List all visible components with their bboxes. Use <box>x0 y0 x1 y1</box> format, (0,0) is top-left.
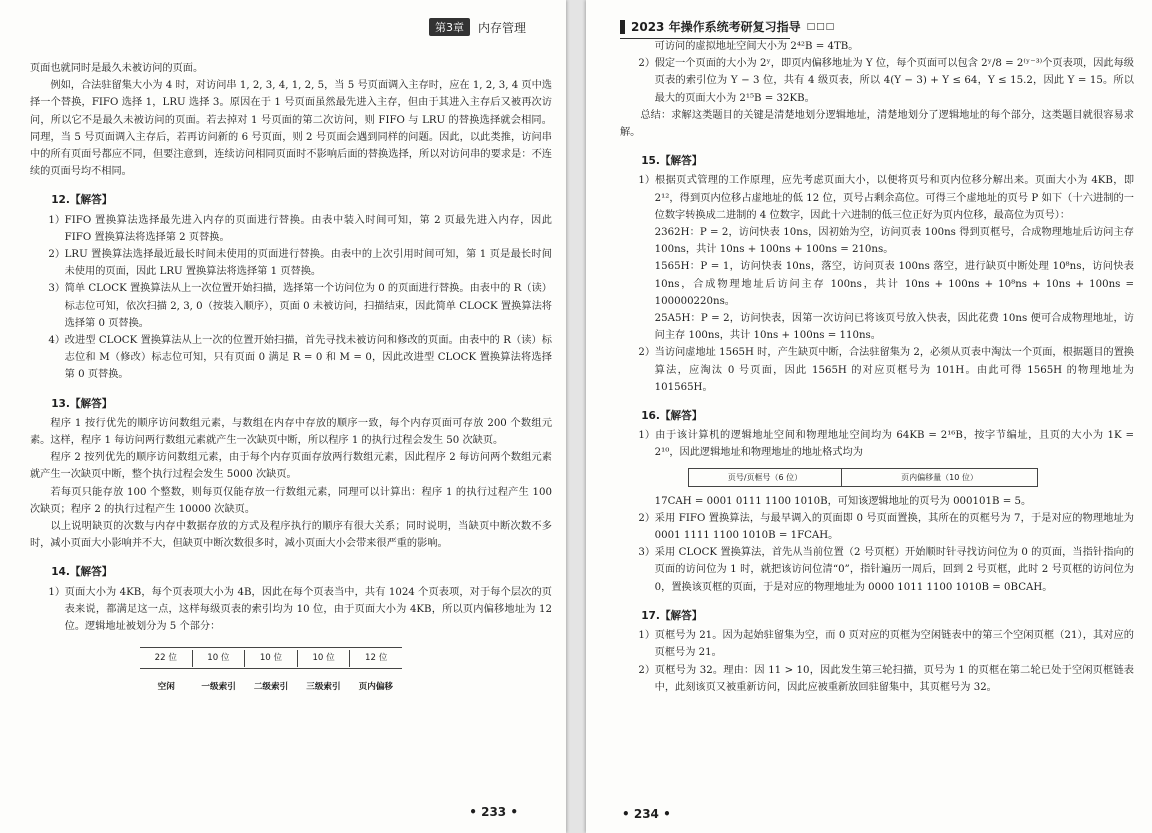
label-level2: 二级索引 <box>253 682 289 693</box>
q13-paragraph-1: 程序 1 按行优先的顺序访问数组元素，与数组在内存中存放的顺序一致，每个内存页面可存放 200 个数组元素。这样，程序 1 每访问两行数组元素就产生一次缺页中断，所以程序 1 的执行过程会发生 50 次缺页。 <box>30 417 552 447</box>
q17-item-1: 1）页框号为 21。因为起始驻留集为空，而 0 页对应的页框为空闲链表中的第三个空闲页框（21），其对应的页框号为 21。 <box>638 630 1134 659</box>
q16-run-17cah: 17CAH = 0001 0111 1100 1010B，可知该逻辑地址的页号为 000101B = 5。 <box>654 495 1032 507</box>
label-free: 空闲 <box>157 682 175 693</box>
right-page-content <box>620 38 1134 696</box>
q14-item-2: 2）假定一个页面的大小为 2ʸ，即页内偏移地址为 Y 位，每个页面可以包含 2ʸ/8 = 2⁽ʸ⁻³⁾个页表项，因此每级页表的索引位为 Y − 3 位，共有 4 级页表，所以 4(Y − 3) + Y ≤ 64，Y ≤ 15.2，因此 Y = 15。所以最大的页面大小为 2¹⁵B = 32KB。 <box>638 58 1134 104</box>
format-page-offset: 页内偏移量（10 位） <box>901 472 978 482</box>
chapter-title: 内存管理 <box>477 20 526 35</box>
q12-item-3: 3）简单 CLOCK 置换算法从上一次位置开始扫描，选择第一个访问位为 0 的页面进行替换。由表中的 R（读）标志位可知，依次扫描 2, 3, 0（按装入顺序），页面 0 未被访问，扫描结束，因此简单 CLOCK 置换算法将选择第 0 页替换。 <box>48 283 552 329</box>
q16-item-2: 2）采用 FIFO 置换算法，与最早调入的页面即 0 号页面置换，其所在的页框号为 7，于是对应的物理地址为 0001 1111 1100 1010B = 1FCAH。 <box>638 512 1134 542</box>
q13-paragraph-3: 若每页只能存放 100 个整数，则每页仅能存放一行数组元素，同理可以计算出：程序 1 的执行过程产生 100 次缺页；程序 2 的执行过程产生 10000 次缺页。 <box>30 486 552 515</box>
header-dots: □□□ <box>806 21 836 32</box>
q17-item-2: 2）页框号为 32。理由：因 11 > 10，因此发生第三轮扫描，页号为 1 的页框在第二轮已处于空闲页框链表中，此刻该页又被重新访问，因此应被重新放回驻留集中，其页框号为 32。 <box>638 664 1134 693</box>
logical-address-diagram <box>140 647 402 696</box>
left-page-content <box>30 60 552 697</box>
right-page-header <box>620 18 835 35</box>
bits-level1: 10 位 <box>192 650 245 667</box>
q17-heading: 17.【解答】 <box>641 609 703 622</box>
bits-level2: 10 位 <box>244 650 297 667</box>
q12-item-1: 1）FIFO 置换算法选择最先进入内存的页面进行替换。由表中装入时间可知，第 2 页最先进入内存，因此 FIFO 置换算法将选择第 2 页替换。 <box>48 214 552 243</box>
right-page <box>586 0 1152 833</box>
label-offset: 页内偏移 <box>358 682 394 693</box>
right-page-number: • 234 • <box>622 807 671 821</box>
q13-paragraph-4: 以上说明缺页的次数与内存中数据存放的方式及程序执行的顺序有很大关系；同时说明，当缺页中断次数不多时，减小页面大小影响并不大，但缺页中断次数很多时，减小页面大小会带来很严重的影响。 <box>30 521 552 550</box>
q12-item-4: 4）改进型 CLOCK 置换算法从上一次的位置开始扫描，首先寻找未被访问和修改的页面。由表中的 R（读）标志位和 M（修改）标志位可知，只有页面 0 满足 R = 0 和 M = 0，因此改进型 CLOCK 置换算法将选择第 0 页替换。 <box>48 335 552 381</box>
header-bar-icon <box>620 20 625 34</box>
q16-heading: 16.【解答】 <box>641 410 703 423</box>
intro-paragraph: 例如，合法驻留集大小为 4 时，对访问串 1, 2, 3, 4, 1, 2, 5，当 5 号页面调入主存时，应在 1, 2, 3, 4 页中选择一个替换，FIFO 选择 1，LRU 选择 3。原因在于 1 号页面虽然最先进入主存，但由于其进入主存后又被再次访问，所以它不是最久未被访问的页面。若去掉对 1 号页面的第二次访问，则 FIFO 与 LRU 的替换选择就会相同。同理，当 5 号页面调入主存后，若再访问新的 6 号页面，则 2 号页面会遇到同样的问题。因此，以此类推，访问串中的所有页面号都应不同，但要注意到，连续访问相同页面时不影响后面的替换选择，所以对访问串的要求是：不连续的页面号均不相同。 <box>30 80 552 178</box>
address-field-labels <box>140 679 402 696</box>
intro-line: 页面也就同时是最久未被访问的页面。 <box>30 63 204 74</box>
q15-item-1: 1）根据页式管理的工作原理，应先考虑页面大小，以便将页号和页内位移分解出来。页面大小为 4KB，即 2¹²，得到页内位移占虚地址的低 12 位，页号占剩余高位。可得三个虚地址的页号 P 如下（十六进制的一位数字转换成二进制的 4 位数字，因此十六进制的低三位正好为页内位移，最高位为页号）： <box>638 175 1134 221</box>
q15-run-25a5h: 25A5H：P = 2，访问快表，因第一次访问已将该页号放入快表，因此花费 10ns 便可合成物理地址，访问主存 100ns，共计 10ns + 100ns = 110ns。 <box>654 313 1134 342</box>
address-format-box <box>688 468 1038 487</box>
format-page-number: 页号/页框号（6 位） <box>689 469 842 486</box>
bits-offset: 12 位 <box>349 650 402 667</box>
q15-run-1565h: 1565H：P = 1，访问快表 10ns，落空，访问页表 100ns 落空，进行缺页中断处理 10⁸ns，访问快表 10ns，合成物理地址后访问主存 100ns，共计 10ns + 100ns + 10⁸ns + 10ns + 100ns = 100000220ns。 <box>654 261 1134 307</box>
label-level3: 三级索引 <box>306 682 341 693</box>
bits-level3: 10 位 <box>297 650 350 667</box>
q16-item-1: 1）由于该计算机的逻辑地址空间和物理地址空间均为 64KB = 2¹⁶B，按字节编址，且页的大小为 1K = 2¹⁰，因此逻辑地址和物理地址的地址格式均为 <box>638 430 1134 459</box>
q15-item-2: 2）当访问虚地址 1565H 时，产生缺页中断，合法驻留集为 2，必须从页表中淘汰一个页面，根据题目的置换算法，应淘汰 0 号页面，因此 1565H 的对应页框号为 101H。由此可得 1565H 的物理地址为 101565H。 <box>638 347 1134 393</box>
continued-line: 可访问的虚拟地址空间大小为 2⁴²B = 4TB。 <box>654 41 859 52</box>
chapter-badge: 第3章 <box>429 18 470 36</box>
bits-free: 22 位 <box>154 652 177 663</box>
left-page <box>0 0 566 833</box>
summary-paragraph: 总结：求解这类题目的关键是清楚地划分逻辑地址，清楚地划分了逻辑地址的每个部分，这类题目就很容易求解。 <box>620 109 1134 139</box>
q13-paragraph-2: 程序 2 按列优先的顺序访问数组元素，由于每个内存页面存放两行数组元素，因此程序 2 每访问两个数组元素就产生一次缺页中断，整个执行过程会发生 5000 次缺页。 <box>30 452 552 481</box>
book-title: 2023 年操作系统考研复习指导 <box>631 20 801 34</box>
label-level1: 一级索引 <box>201 682 236 693</box>
q15-run-2362h: 2362H：P = 2，访问快表 10ns，因初始为空，访问页表 100ns 得到页框号，合成物理地址后访问主存 100ns，共计 10ns + 100ns + 100ns = 210ns。 <box>654 227 1134 256</box>
left-page-header <box>429 18 526 36</box>
q12-heading: 12.【解答】 <box>51 194 113 207</box>
q14-heading: 14.【解答】 <box>51 566 113 579</box>
q13-heading: 13.【解答】 <box>51 397 113 410</box>
q15-heading: 15.【解答】 <box>641 155 703 168</box>
left-page-number: • 233 • <box>469 805 518 819</box>
q14-item-1: 1）页面大小为 4KB，每个页表项大小为 4B，因此在每个页表当中，共有 1024 个页表项，对于每个层次的页表来说，都满足这一点，这样每级页表的索引均为 10 位，由于页面大小为 4KB，所以页内偏移地址为 12 位。逻辑地址被划分为 5 个部分： <box>48 586 552 633</box>
address-bit-fields <box>140 647 402 669</box>
q16-item-3: 3）采用 CLOCK 置换算法，首先从当前位置（2 号页框）开始顺时针寻找访问位为 0 的页面，当指针指向的页面的访问位为 1 时，就把该访问位清“0”，指针遍历一周后，回到 2 号页框，此时 2 号页框的访问位为 0，置换该页框的页面，于是对应的物理地址为 0000 1011 1100 1010B = 0BCAH。 <box>638 547 1134 593</box>
q12-item-2: 2）LRU 置换算法选择最近最长时间未使用的页面进行替换。由表中的上次引用时间可知，第 1 页是最长时间未使用的页面，因此 LRU 置换算法将选择第 1 页替换。 <box>48 249 552 278</box>
